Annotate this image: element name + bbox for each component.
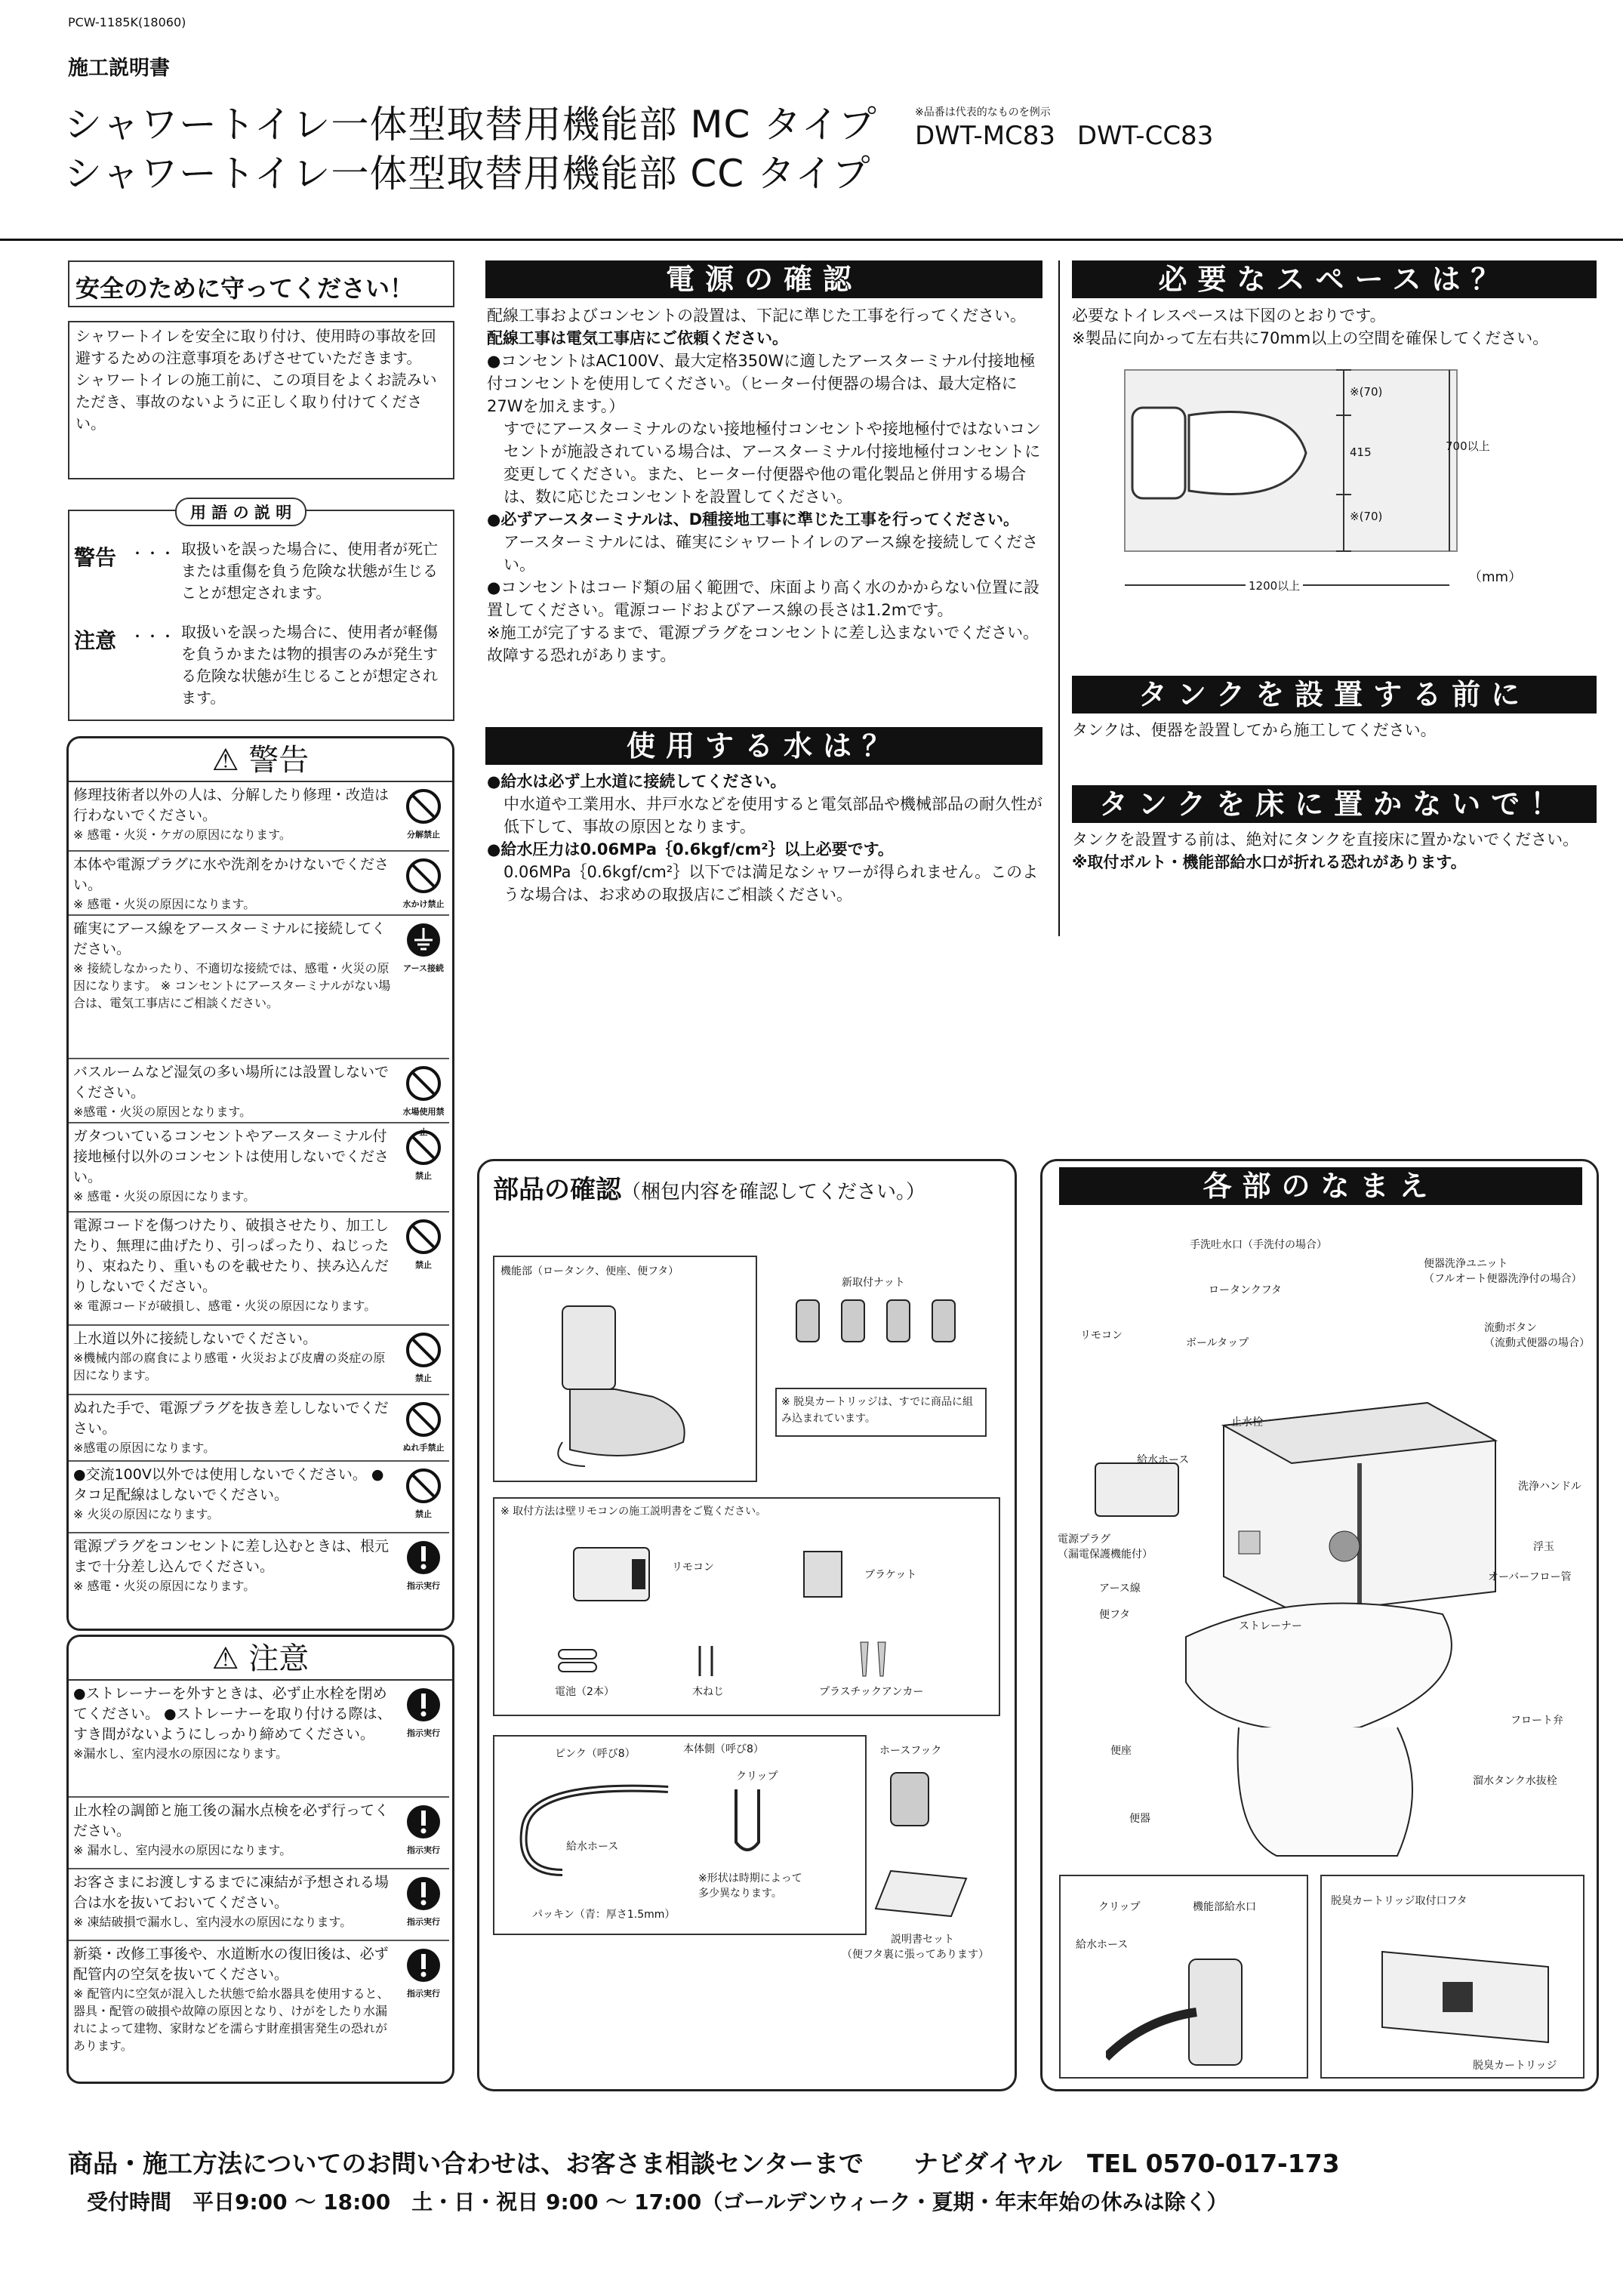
water-line: ●給水圧力は0.06MPa｛0.6kgf/cm²｝以上必要です。 — [487, 840, 894, 858]
prohibited-icon: 禁止 — [402, 1332, 445, 1382]
mandatory-action-icon: 指示実行 — [402, 1687, 445, 1737]
name-label: ストレーナー — [1239, 1620, 1302, 1632]
cartridge-note: ※ 脱臭カートリッジは、すでに商品に組み込まれています。 — [775, 1388, 987, 1437]
warning-item — [69, 852, 449, 916]
name-label: 止水栓 — [1231, 1416, 1263, 1428]
warning-item-note: ※ 火災の原因になります。 — [73, 1507, 220, 1521]
ground-connection-icon: アース接続 — [402, 922, 445, 972]
power-heading: 電源の確認 — [485, 260, 1042, 298]
caution-item-note: ※ 漏水し、室内浸水の原因になります。 — [73, 1843, 292, 1857]
battery-illustration — [555, 1646, 600, 1676]
warning-item-text: ぬれた手で、電源プラグを抜き差ししないでください。 — [73, 1400, 389, 1437]
detail1-label: 給水ホース — [1076, 1939, 1129, 1951]
model-numbers: DWT-MC83 DWT-CC83 — [915, 121, 1214, 151]
dim-700: 700以上 — [1446, 439, 1490, 453]
name-label: ボールタップ — [1186, 1337, 1249, 1349]
caution-item-text: お客さまにお渡しするまでに凍結が予想される場合は水を抜いておいてください。 — [73, 1874, 390, 1911]
water-heading: 使用する水は？ — [485, 727, 1042, 765]
warning-item-note: ※ 接続しなかったり、不適切な接続では、感電・火災の原因になります。 ※ コンセントにアースターミナルがない場合は、電気工事店にご相談ください。 — [73, 961, 391, 1010]
warning-item-note: ※機械内部の腐食により感電・火災および皮膚の炎症の原因になります。 — [73, 1351, 386, 1382]
space-diagram — [1117, 362, 1517, 604]
detail1-label: クリップ — [1098, 1901, 1141, 1913]
footer-hours: 受付時間 平日9:00 ～ 18:00 土・日・祝日 9:00 ～ 17:00（ゴールデンウィーク・夏期・年末年始の休みは除く） — [87, 2190, 1228, 2214]
dim-415: 415 — [1350, 445, 1372, 459]
no-water-icon: 水かけ禁止 — [402, 858, 445, 908]
screw-label: 木ねじ — [692, 1686, 724, 1698]
dim-70-top: ※(70) — [1350, 385, 1383, 399]
space-body — [1072, 304, 1600, 350]
name-label: 手洗吐水口（手洗付の場合） — [1190, 1239, 1327, 1251]
remote-box — [493, 1497, 1000, 1716]
name-label: ロータンクフタ — [1209, 1284, 1282, 1296]
no-floor-body — [1072, 828, 1600, 874]
manual-label: 説明書セット — [891, 1934, 954, 1946]
no-floor-heading: タンクを床に置かないで！ — [1072, 785, 1597, 823]
anchor-illustration — [849, 1638, 895, 1680]
mandatory-action-icon: 指示実行 — [402, 1804, 445, 1854]
space-line: ※製品に向かって左右共に70mm以上の空間を確保してください。 — [1072, 329, 1549, 347]
unit-label: 機能部（ロータンク、便座、便フタ） — [500, 1265, 679, 1277]
warning-triangle-icon: ⚠ — [211, 743, 239, 778]
warning-item — [69, 1462, 449, 1533]
prohibited-icon: 禁止 — [402, 1468, 445, 1518]
power-line: ※施工が完了するまで、電源プラグをコンセントに差し込まないでください。故障する恐れがあります。 — [487, 624, 1039, 664]
caution-item-text: 止水栓の調節と施工後の漏水点検を必ず行ってください。 — [73, 1802, 390, 1839]
safety-intro — [68, 321, 454, 479]
body-side-label: 本体側（呼び8） — [683, 1743, 764, 1755]
hose-hook-label: ホースフック — [879, 1745, 942, 1757]
term-warning-label: 警告 — [74, 545, 117, 570]
detail2-label: 脱臭カートリッジ — [1473, 2060, 1557, 2072]
packing-label: パッキン（青：厚さ1.5mm） — [532, 1909, 676, 1921]
name-label: 給水ホース — [1137, 1454, 1190, 1466]
warning-item-text: 電源プラグをコンセントに差し込むときは、根元まで十分差し込んでください。 — [73, 1538, 390, 1575]
power-line: ●必ずアースターミナルは、D種接地工事に準じた工事を行ってください。 — [487, 510, 1020, 529]
before-tank-heading: タンクを設置する前に — [1072, 676, 1597, 713]
warning-item — [69, 1395, 449, 1462]
power-line: ●コンセントはコード類の届く範囲で、床面より高く水のかからない位置に設置してください。電源コードおよびアース線の長さは1.2mです。 — [487, 578, 1039, 619]
name-label: 洗浄ハンドル — [1518, 1481, 1581, 1493]
warning-item-text: 確実にアース線をアースターミナルに接続してください。 — [73, 920, 387, 957]
anchor-label: プラスチックアンカー — [819, 1686, 924, 1698]
warning-item-note: ※ 感電・火災の原因になります。 — [73, 1189, 256, 1203]
water-line: 0.06MPa｛0.6kgf/cm²｝以下では満足なシャワーが得られません。このような場合は、お求めの取扱店にご相談ください。 — [504, 863, 1039, 904]
remote-label: リモコン — [672, 1561, 714, 1573]
caution-heading: 注意 — [248, 1641, 310, 1676]
warning-item — [69, 1123, 449, 1213]
battery-label: 電池（2本） — [555, 1686, 614, 1698]
pink-label: ピンク（呼び8） — [555, 1748, 636, 1760]
power-line: 配線工事は電気工事店にご依頼ください。 — [487, 329, 788, 347]
safety-intro-2: シャワートイレの施工前に、この項目をよくお読みいただき、事故のないように正しく取り付けてください。 — [75, 371, 437, 433]
title-line-2: シャワートイレ一体型取替用機能部 CC タイプ — [64, 152, 871, 196]
terms-heading: 用 語 の 説 明 — [175, 498, 306, 526]
mandatory-action-icon: 指示実行 — [402, 1947, 445, 1997]
column-divider — [1058, 260, 1060, 936]
detail2-label: 脱臭カートリッジ取付口フタ — [1331, 1895, 1467, 1907]
unit-box — [493, 1256, 757, 1482]
no-floor-bold: ※取付ボルト・機能部給水口が折れる恐れがあります。 — [1072, 853, 1467, 871]
name-label: 便器洗浄ユニット — [1424, 1258, 1508, 1270]
parts-heading-wrap — [493, 1169, 925, 1206]
caution-list — [69, 1681, 452, 2084]
term-dots-1: ・・・ — [130, 544, 175, 562]
caution-item-note: ※漏水し、室内浸水の原因になります。 — [73, 1746, 288, 1761]
name-label: 便フタ — [1099, 1609, 1131, 1621]
parts-heading-sub: （梱包内容を確認してください。） — [621, 1181, 926, 1203]
name-label: 電源プラグ — [1058, 1533, 1110, 1546]
name-label: 溜水タンク水抜栓 — [1473, 1775, 1557, 1787]
detail1-label: 機能部給水口 — [1193, 1901, 1256, 1913]
warning-list — [69, 782, 452, 1631]
warning-item-note: ※ 感電・火災・ケガの原因になります。 — [73, 827, 291, 842]
warning-heading: 警告 — [248, 743, 310, 778]
space-heading: 必要なスペースは？ — [1072, 260, 1597, 298]
term-caution-label: 注意 — [74, 628, 117, 653]
caution-item-note: ※ 配管内に空気が混入した状態で給水器具を使用すると、器具・配管の破損や故障の原因となり、けがをしたり水漏れによって建物、家財などを濡らす財産損害発生の恐れがあります。 — [73, 1986, 390, 2053]
mandatory-action-icon: 指示実行 — [402, 1875, 445, 1925]
power-line: 配線工事およびコンセントの設置は、下記に準じた工事を行ってください。 — [487, 307, 1026, 325]
space-line: 必要なトイレスペースは下図のとおりです。 — [1072, 307, 1386, 325]
remote-illustration — [570, 1544, 653, 1604]
power-body — [487, 304, 1046, 667]
name-label: 浮玉 — [1533, 1541, 1554, 1553]
cartridge-detail — [1367, 1937, 1563, 2050]
name-label: リモコン — [1080, 1330, 1123, 1342]
warning-box — [66, 736, 454, 1631]
detail-box-2 — [1320, 1875, 1585, 2079]
mandatory-action-icon: 指示実行 — [402, 1539, 445, 1589]
power-line: ●コンセントはAC100V、最大定格350Wに適したアースターミナル付接地極付コンセントを使用してください。（ヒーター付便器の場合は、最大定格に27Wを加えます。） — [487, 352, 1036, 415]
model-note: ※品番は代表的なものを例示 — [915, 106, 1051, 119]
name-label: （フルオート便器洗浄付の場合） — [1424, 1273, 1582, 1285]
caution-triangle-icon: ⚠ — [211, 1641, 239, 1676]
no-bathroom-icon: 水場使用禁止 — [402, 1065, 445, 1115]
warning-item-note: ※ 感電・火災の原因になります。 — [73, 897, 256, 911]
water-body — [487, 770, 1046, 906]
warning-item-note: ※感電・火災の原因となります。 — [73, 1105, 252, 1119]
terms-box — [68, 504, 454, 721]
caution-item-text: ●ストレーナーを外すときは、必ず止水栓を閉めてください。 ●ストレーナーを取り付ける際は、すき間がないようにしっかり締めてください。 — [73, 1685, 392, 1743]
warning-item-text: バスルームなど湿気の多い場所には設置しないでください。 — [73, 1064, 390, 1101]
warning-item-text: 本体や電源プラグに水や洗剤をかけないでください。 — [73, 856, 390, 893]
warning-item — [69, 1213, 449, 1326]
no-floor-text: タンクを設置する前は、絶対にタンクを直接床に置かないでください。 — [1072, 831, 1579, 849]
water-line: ●給水は必ず上水道に接続してください。 — [487, 772, 787, 791]
hose-box — [493, 1735, 867, 1935]
name-label: 流動ボタン — [1484, 1322, 1537, 1334]
name-label: 便座 — [1110, 1745, 1132, 1757]
warning-item-note: ※ 感電・火災の原因になります。 — [73, 1579, 256, 1593]
caution-item-note: ※ 凍結破損で漏水し、室内浸水の原因になります。 — [73, 1915, 353, 1929]
warning-item — [69, 1533, 449, 1600]
name-label: （漏電保護機能付） — [1058, 1549, 1153, 1561]
doc-type: 施工説明書 — [68, 57, 170, 80]
caution-item — [69, 1869, 449, 1941]
caution-box — [66, 1635, 454, 2084]
manual-sub: （便フタ裏に張ってあります） — [842, 1949, 990, 1961]
name-label: （流動式便器の場合） — [1484, 1337, 1590, 1349]
remote-note: ※ 取付方法は壁リモコンの施工説明書をご覧ください。 — [500, 1505, 767, 1518]
supply-port-detail — [1106, 1952, 1287, 2073]
warning-item-text: ●交流100V以外では使用しないでください。 ●タコ足配線はしないでください。 — [73, 1466, 384, 1503]
parts-heading: 部品の確認 — [493, 1175, 621, 1205]
term-dots-2: ・・・ — [130, 627, 175, 646]
bracket-illustration — [796, 1544, 849, 1604]
clip-illustration — [721, 1782, 774, 1865]
parts-box — [477, 1159, 1017, 2091]
caution-item-text: 新築・改修工事後や、水道断水の復旧後は、必ず配管内の空気を抜いてください。 — [73, 1946, 389, 1983]
warning-item — [69, 916, 449, 1059]
warning-item-text: 修理技術者以外の人は、分解したり修理・改造は行わないでください。 — [73, 787, 390, 824]
caution-heading-row — [69, 1637, 452, 1681]
screw-illustration — [691, 1642, 721, 1680]
name-label: 便器 — [1129, 1813, 1150, 1825]
shape-note: ※形状は時期によって多少異なります。 — [698, 1872, 802, 1900]
hose-illustration — [502, 1767, 691, 1888]
dim-1200: 1200以上 — [1246, 578, 1303, 593]
footer-contact: 商品・施工方法についてのお問い合わせは、お客さま相談センターまで ナビダイヤル TEL 0570-017-173 — [68, 2149, 1340, 2178]
detail-box-1 — [1059, 1875, 1308, 2079]
prohibited-icon: 禁止 — [402, 1219, 445, 1268]
hose-label: 給水ホース — [566, 1841, 619, 1853]
nut-illustration — [789, 1293, 978, 1353]
manual-illustration — [868, 1863, 974, 1924]
warning-item-text: 電源コードを傷つけたり、破損させたり、加工したり、無理に曲げたり、引っぱったり、ねじったり、束ねたり、重いものを載せたり、挟み込んだりしないでください。 — [73, 1217, 390, 1295]
names-box — [1040, 1159, 1599, 2091]
before-tank-text: タンクは、便器を設置してから施工してください。 — [1072, 721, 1437, 739]
names-heading: 各部のなまえ — [1059, 1167, 1582, 1205]
warning-item-text: ガタついているコンセントやアースターミナル付接地極付以外のコンセントは使用しないでください。 — [73, 1128, 390, 1185]
power-line: すでにアースターミナルのない接地極付コンセントや接地極付ではないコンセントが施設されている場合は、アースターミナル付接地極付コンセントに変更してください。また、ヒーター付便器や他の電化製品と併用する場合は、数に応じたコンセントを設置してください。 — [504, 420, 1041, 506]
toilet-unit-illustration — [540, 1291, 713, 1472]
safety-intro-1: シャワートイレを安全に取り付け、使用時の事故を回避するための注意事項をあげさせていただきます。 — [75, 327, 436, 367]
safety-heading: 安全のために守ってください！ — [68, 260, 454, 307]
no-disassembly-icon: 分解禁止 — [402, 788, 445, 838]
warning-item-text: 上水道以外に接続しないでください。 — [73, 1330, 318, 1347]
warning-item-note: ※ 電源コードが破損し、感電・火災の原因になります。 — [73, 1299, 377, 1313]
dim-70-bottom: ※(70) — [1350, 510, 1383, 523]
caution-item — [69, 1798, 449, 1869]
nut-area — [774, 1274, 1000, 1358]
caution-item — [69, 1941, 449, 2084]
warning-item-note: ※感電の原因になります。 — [73, 1441, 216, 1455]
dim-unit: （mm） — [1468, 569, 1523, 585]
bracket-label: ブラケット — [864, 1569, 917, 1581]
nut-label: 新取付ナット — [842, 1277, 905, 1289]
term-caution-text: 取扱いを誤った場合に、使用者が軽傷を負うかまたは物的損害のみが発生する危険な状態が生じることが想定されます。 — [181, 623, 438, 707]
hose-hook-illustration — [879, 1765, 940, 1833]
warning-item — [69, 1059, 449, 1137]
no-wet-hands-icon: ぬれ手禁止 — [402, 1401, 445, 1451]
warning-heading-row — [69, 738, 452, 782]
name-label: フロート弁 — [1511, 1715, 1563, 1727]
clip-label: クリップ — [736, 1771, 778, 1783]
doc-code: PCW-1185K(18060) — [68, 15, 186, 29]
water-line: 中水道や工業用水、井戸水などを使用すると電気部品や機械部品の耐久性が低下して、事故の原因となります。 — [504, 795, 1042, 836]
warning-item — [69, 782, 449, 852]
header-divider — [0, 239, 1623, 241]
name-label: アース線 — [1099, 1583, 1141, 1595]
title-line-1: シャワートイレ一体型取替用機能部 MC タイプ — [64, 103, 877, 146]
caution-item — [69, 1681, 449, 1798]
prohibited-icon: 禁止 — [402, 1130, 445, 1179]
term-warning-text: 取扱いを誤った場合に、使用者が死亡または重傷を負う危険な状態が生じることが想定されます。 — [181, 540, 438, 602]
power-line: アースターミナルには、確実にシャワートイレのアース線を接続してください。 — [504, 533, 1039, 574]
warning-item — [69, 1326, 449, 1395]
name-label: オーバーフロー管 — [1488, 1571, 1572, 1583]
